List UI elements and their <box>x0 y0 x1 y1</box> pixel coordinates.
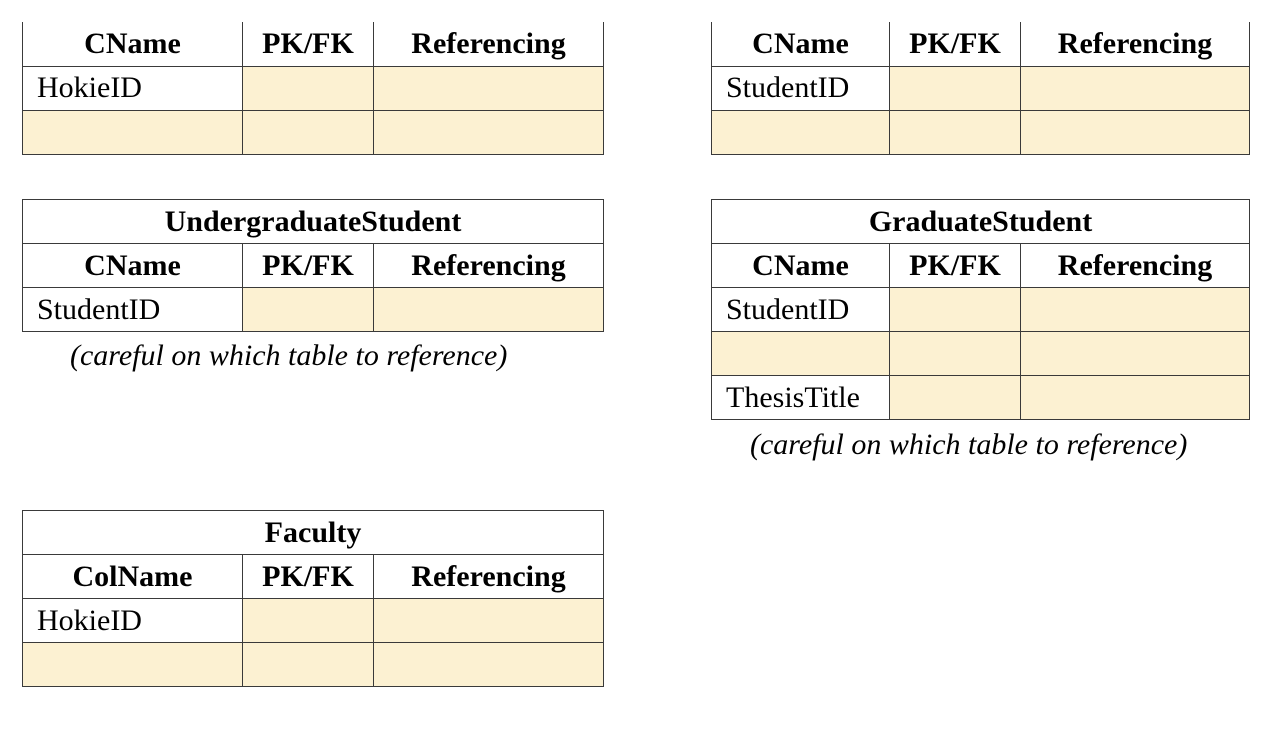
column-header: ColName <box>23 555 243 599</box>
referencing-input-cell[interactable] <box>374 110 604 154</box>
top-left-table <box>22 22 604 155</box>
column-header: PK/FK <box>243 244 374 288</box>
table-row <box>712 376 1250 420</box>
column-name-cell: StudentID <box>23 288 243 332</box>
referencing-input-cell[interactable] <box>1021 110 1250 154</box>
column-header: PK/FK <box>890 22 1021 66</box>
column-header: Referencing <box>374 555 604 599</box>
column-header: Referencing <box>1021 22 1250 66</box>
pkfk-input-cell[interactable] <box>243 110 374 154</box>
table-title: Faculty <box>23 511 604 555</box>
header-row <box>712 22 1250 66</box>
column-header: CName <box>23 22 243 66</box>
column-header: Referencing <box>374 22 604 66</box>
table-row <box>712 110 1250 154</box>
column-name-input-cell[interactable] <box>23 110 243 154</box>
pkfk-input-cell[interactable] <box>243 288 374 332</box>
header-row <box>23 555 604 599</box>
pkfk-input-cell[interactable] <box>890 110 1021 154</box>
header-row <box>23 22 604 66</box>
table-row <box>23 643 604 687</box>
table-title: GraduateStudent <box>712 200 1250 244</box>
column-name-cell: StudentID <box>712 66 890 110</box>
column-name-cell: ThesisTitle <box>712 376 890 420</box>
pkfk-input-cell[interactable] <box>890 376 1021 420</box>
column-header: PK/FK <box>243 22 374 66</box>
column-name-cell: StudentID <box>712 288 890 332</box>
referencing-input-cell[interactable] <box>374 288 604 332</box>
pkfk-input-cell[interactable] <box>243 643 374 687</box>
referencing-input-cell[interactable] <box>374 643 604 687</box>
column-header: CName <box>712 22 890 66</box>
table-title: UndergraduateStudent <box>23 200 604 244</box>
undergraduate-student-table <box>22 199 604 332</box>
title-row <box>23 511 604 555</box>
referencing-input-cell[interactable] <box>1021 332 1250 376</box>
referencing-input-cell[interactable] <box>374 66 604 110</box>
column-header: CName <box>712 244 890 288</box>
undergraduate-note: (careful on which table to reference) <box>70 339 508 372</box>
column-header: Referencing <box>1021 244 1250 288</box>
column-header: PK/FK <box>243 555 374 599</box>
table-row <box>712 288 1250 332</box>
graduate-note: (careful on which table to reference) <box>750 428 1188 461</box>
table-row <box>23 110 604 154</box>
column-name-cell: HokieID <box>23 66 243 110</box>
pkfk-input-cell[interactable] <box>243 66 374 110</box>
table-row <box>712 332 1250 376</box>
column-header: Referencing <box>374 244 604 288</box>
table-row <box>23 288 604 332</box>
table-row <box>23 599 604 643</box>
title-row <box>712 200 1250 244</box>
pkfk-input-cell[interactable] <box>890 66 1021 110</box>
column-name-cell: HokieID <box>23 599 243 643</box>
table-row <box>23 66 604 110</box>
pkfk-input-cell[interactable] <box>890 332 1021 376</box>
referencing-input-cell[interactable] <box>374 599 604 643</box>
faculty-table <box>22 510 604 687</box>
column-name-input-cell[interactable] <box>712 332 890 376</box>
top-right-table <box>711 22 1250 155</box>
column-name-input-cell[interactable] <box>712 110 890 154</box>
title-row <box>23 200 604 244</box>
pkfk-input-cell[interactable] <box>243 599 374 643</box>
referencing-input-cell[interactable] <box>1021 288 1250 332</box>
column-header: CName <box>23 244 243 288</box>
graduate-student-table <box>711 199 1250 420</box>
column-name-input-cell[interactable] <box>23 643 243 687</box>
column-header: PK/FK <box>890 244 1021 288</box>
referencing-input-cell[interactable] <box>1021 376 1250 420</box>
table-row <box>712 66 1250 110</box>
pkfk-input-cell[interactable] <box>890 288 1021 332</box>
header-row <box>712 244 1250 288</box>
referencing-input-cell[interactable] <box>1021 66 1250 110</box>
header-row <box>23 244 604 288</box>
